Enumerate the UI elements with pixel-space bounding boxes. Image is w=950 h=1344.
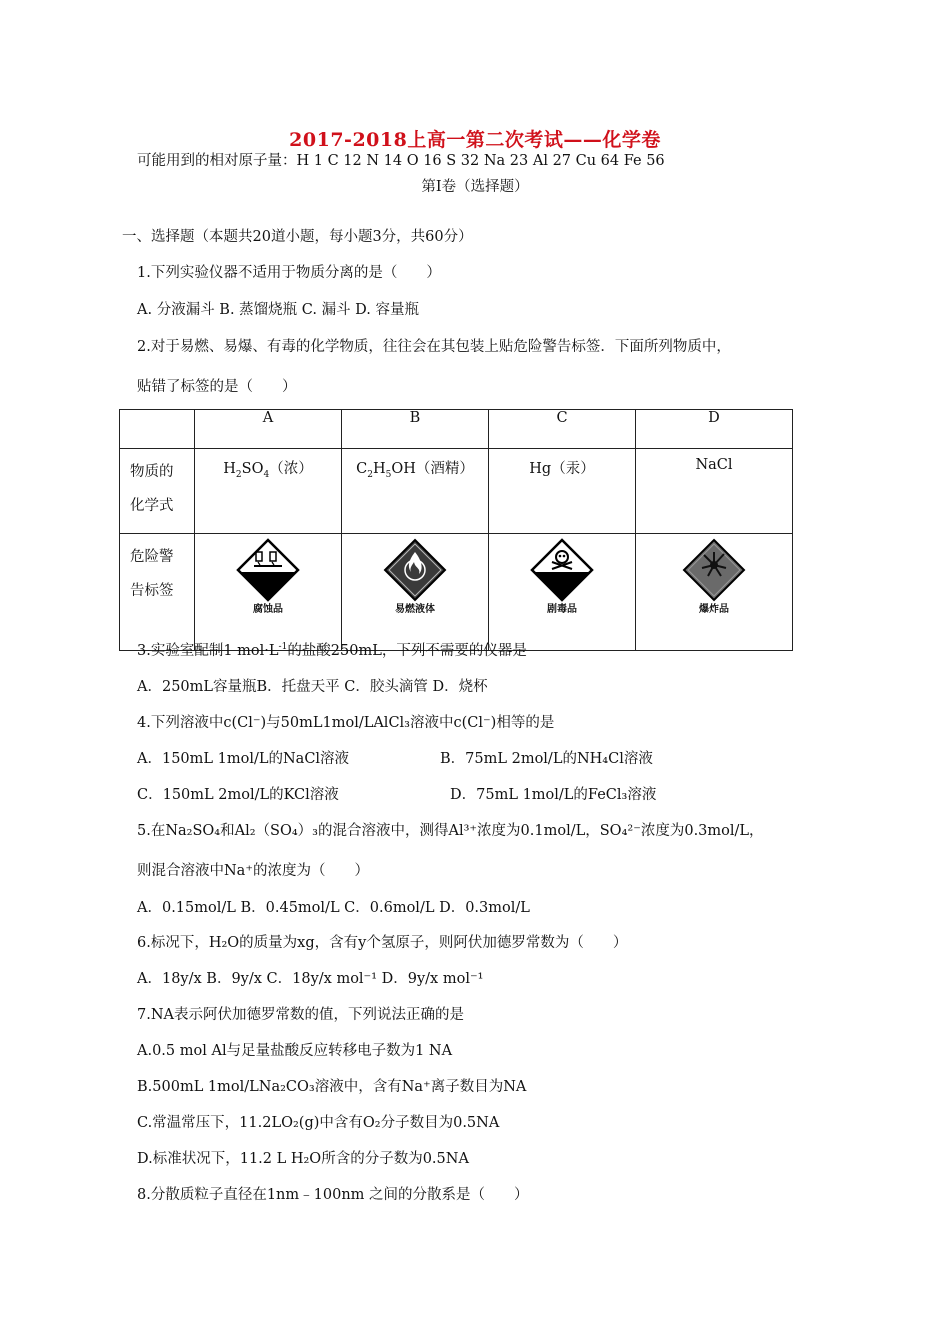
q7-stem: 7.NA表示阿伏加德罗常数的值，下列说法正确的是 — [137, 1007, 464, 1023]
table-header-row — [120, 410, 793, 449]
formula-row-label-line2: 化学式 — [130, 498, 174, 514]
col-header-b: B — [342, 410, 489, 449]
sign-caption-d: 爆炸品 — [699, 604, 729, 615]
q1-stem: 1.下列实验仪器不适用于物质分离的是（ ） — [137, 265, 441, 281]
q4-option-c: C．150mL 2mol/L的KCl溶液 — [137, 787, 339, 803]
q5-options: A．0.15mol/L B．0.45mol/L C．0.6mol/L D．0.3mol/L — [137, 900, 530, 916]
formula-row-label — [120, 449, 195, 534]
formula-row — [120, 449, 793, 534]
table-corner-cell — [120, 410, 195, 449]
col-header-d: D — [636, 410, 793, 449]
col-header-c: C — [489, 410, 636, 449]
q1-options: A. 分液漏斗 B. 蒸馏烧瓶 C. 漏斗 D. 容量瓶 — [137, 302, 420, 318]
formula-row-label-line1: 物质的 — [130, 464, 174, 480]
col-header-a: A — [195, 410, 342, 449]
hazard-label-table — [119, 409, 793, 651]
q2-stem-line1: 2.对于易燃、易爆、有毒的化学物质，往往会在其包装上贴危险警告标签．下面所列物质中， — [137, 339, 731, 355]
q7-option-a: A.0.5 mol Al与足量盐酸反应转移电子数为1 NA — [137, 1043, 453, 1059]
volume-title: 第Ⅰ卷（选择题） — [421, 179, 529, 195]
corrosive-sign-icon — [236, 538, 300, 602]
corrosive-sign — [195, 534, 341, 615]
sign-cell-d — [636, 534, 793, 651]
flammable-sign-icon — [383, 538, 447, 602]
sign-caption-c: 剧毒品 — [547, 604, 577, 615]
sign-cell-c — [489, 534, 636, 651]
q4-option-d: D．75mL 1mol/L的FeCl₃溶液 — [450, 787, 657, 803]
toxic-sign-icon — [530, 538, 594, 602]
sign-row-label — [120, 534, 195, 651]
q3-stem — [137, 642, 527, 660]
q3-stem-part1: 3.实验室配制1 mol·L — [137, 643, 279, 659]
q6-options: A．18y/x B．9y/x C．18y/x mol⁻¹ D．9y/x mol⁻¹ — [137, 971, 484, 987]
q4-stem: 4.下列溶液中c(Cl⁻)与50mL1mol/LAlCl₃溶液中c(Cl⁻)相等的是 — [137, 715, 555, 731]
explosive-sign — [636, 534, 792, 615]
explosive-sign-icon — [682, 538, 746, 602]
q4-option-b: B．75mL 2mol/L的NH₄Cl溶液 — [440, 751, 653, 767]
q7-option-c: C.常温常压下，11.2LO₂(g)中含有O₂分子数目为0.5NA — [137, 1115, 500, 1131]
sign-cell-a — [195, 534, 342, 651]
sign-caption-b: 易燃液体 — [395, 604, 435, 615]
section-title: 一、选择题（本题共20道小题，每小题3分，共60分） — [122, 229, 473, 245]
formula-d: NaCl — [636, 449, 793, 534]
q3-options: A．250mL容量瓶B．托盘天平 C．胶头滴管 D．烧杯 — [137, 679, 488, 695]
atomic-masses: 可能用到的相对原子量：H 1 C 12 N 14 O 16 S 32 Na 23 Al 27 Cu 64 Fe 56 — [137, 153, 665, 169]
q7-option-d: D.标准状况下，11.2 L H₂O所含的分子数为0.5NA — [137, 1151, 469, 1167]
q5-stem-line1: 5.在Na₂SO₄和Al₂（SO₄）₃的混合溶液中，测得Al³⁺浓度为0.1mol/L，SO₄²⁻浓度为0.3mol/L， — [137, 823, 764, 839]
sign-row-label-line1: 危险警 — [130, 549, 174, 565]
q8-stem: 8.分散质粒子直径在1nm﹣100nm 之间的分散系是（ ） — [137, 1187, 529, 1203]
sign-caption-a: 腐蚀品 — [253, 604, 283, 615]
sign-cell-b — [342, 534, 489, 651]
q3-stem-part2: 的盐酸250mL，下列不需要的仪器是 — [287, 643, 527, 659]
formula-c: Hg（汞） — [489, 449, 636, 534]
q4-option-a: A．150mL 1mol/L的NaCl溶液 — [137, 751, 350, 767]
q6-stem: 6.标况下，H₂O的质量为xg，含有y个氢原子，则阿伏加德罗常数为（ ） — [137, 935, 628, 951]
formula-b: $C_2H_5OH$（酒精） — [342, 449, 489, 534]
q7-option-b: B.500mL 1mol/LNa₂CO₃溶液中，含有Na⁺离子数目为NA — [137, 1079, 527, 1095]
sign-row — [120, 534, 793, 651]
formula-a: $H_2SO_4$（浓） — [195, 449, 342, 534]
q5-stem-line2: 则混合溶液中Na⁺的浓度为（ ） — [137, 863, 369, 879]
exam-title: 2017-2018上高一第二次考试——化学卷 — [289, 129, 661, 151]
q2-stem-line2: 贴错了标签的是（ ） — [137, 379, 297, 395]
flammable-sign — [342, 534, 488, 615]
q3-stem-sup: -1 — [278, 642, 288, 653]
toxic-sign — [489, 534, 635, 615]
sign-row-label-line2: 告标签 — [130, 583, 174, 599]
